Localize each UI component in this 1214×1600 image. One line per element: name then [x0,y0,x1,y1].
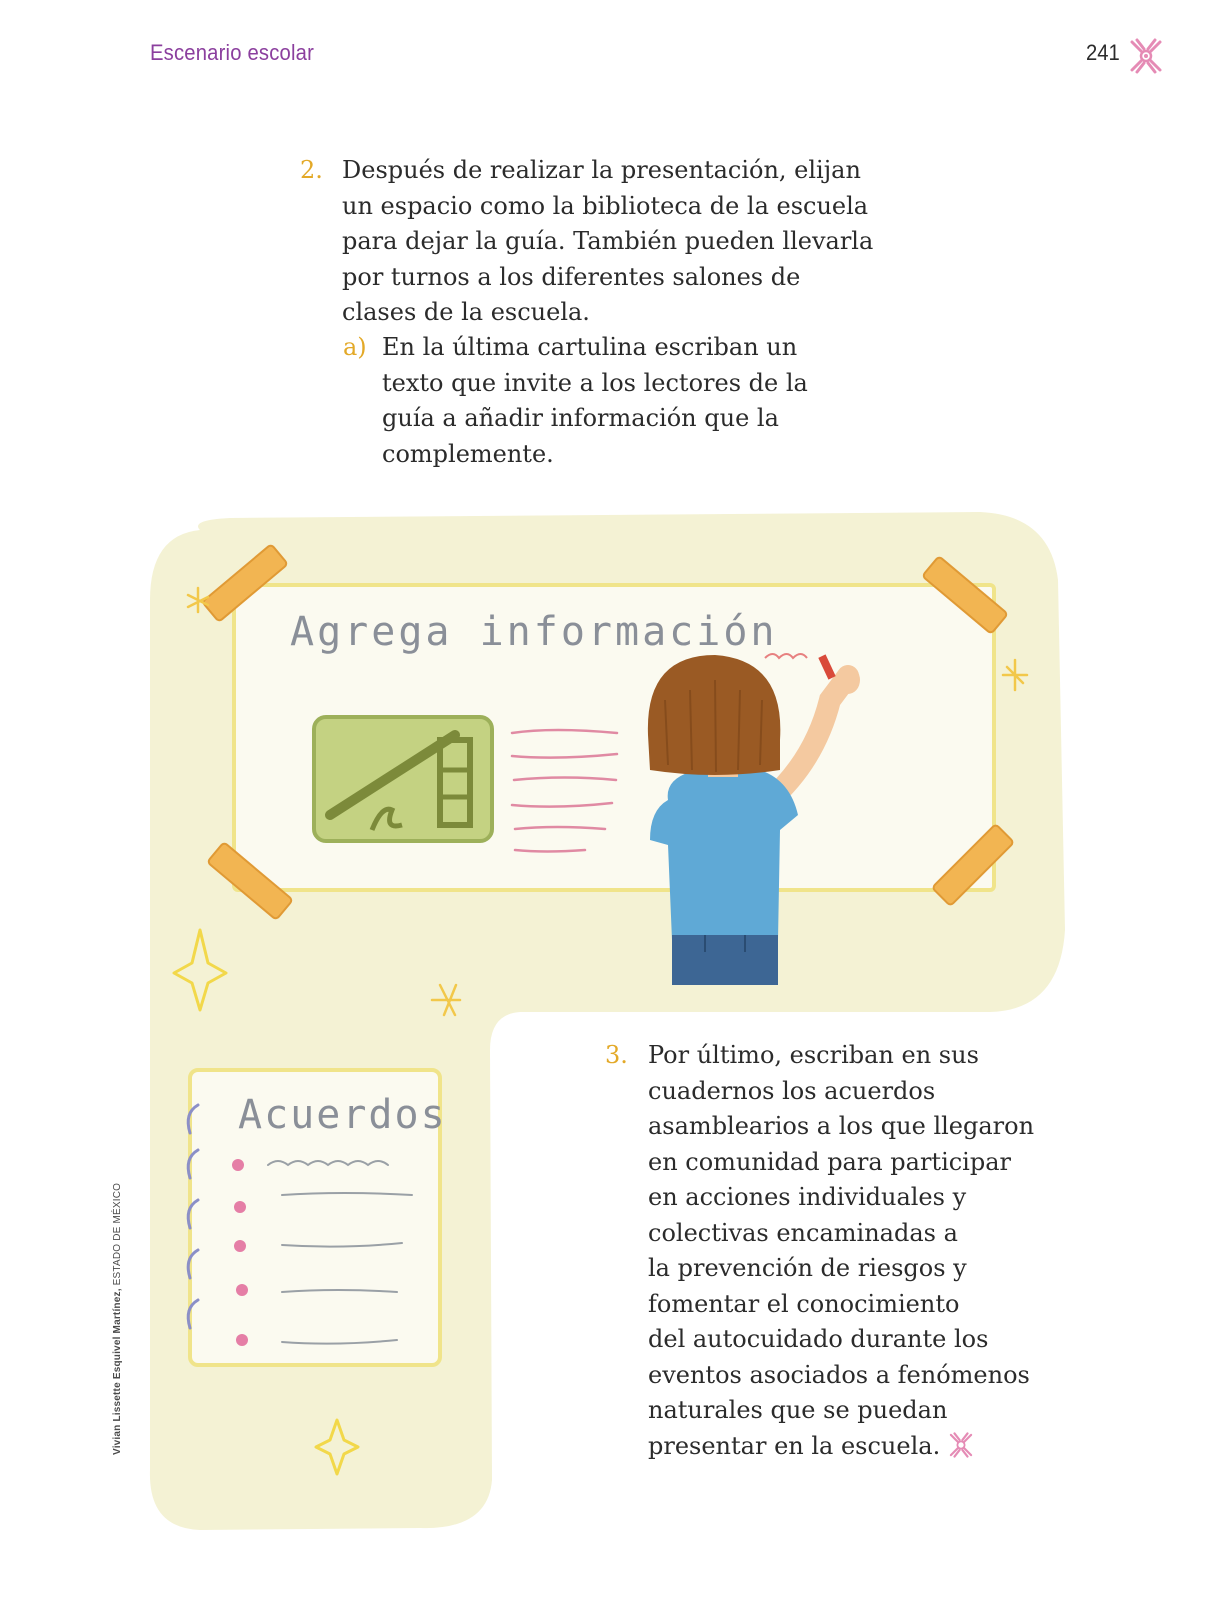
pink-star-ornament-icon [948,1432,974,1458]
item-text: Por último, escriban en sus cuadernos los acuerdos asamblearios a los que llegaron en comunidad para participar en acciones individuales y colectivas encaminadas a la prevención de riesgos y fomentar el conocimiento del autocuidado durante los eventos asociados a fenómenos naturales que se puedan presentar en la escuela. [648,1041,1035,1460]
subitem-letter: a) [343,333,367,361]
item-text: Después de realizar la presentación, elijan un espacio como la biblioteca de la escuela para dejar la guía. También pueden llevarla por turnos a los diferentes salones de clases de la escuela. [342,156,874,326]
item-number: 3. [605,1041,628,1069]
credit-state: ESTADO DE MÉXICO [112,1182,123,1286]
poster-title: Acuerdos [238,1092,447,1138]
page-number: 241 [1086,40,1120,65]
activity-item-3 [605,1038,1075,1464]
activity-subitem-a [300,330,900,472]
activity-item-2 [300,153,900,331]
section-title: Escenario escolar [150,40,315,65]
board-title: Agrega información [290,609,778,655]
subitem-text: En la última cartulina escriban un texto que invite a los lectores de la guía a añadir información que la complemente. [382,333,808,468]
item-number: 2. [300,156,323,184]
illustration-credit [112,1183,123,1455]
credit-author: Vivian Lissette Esquivel Martínez, [112,1288,123,1455]
